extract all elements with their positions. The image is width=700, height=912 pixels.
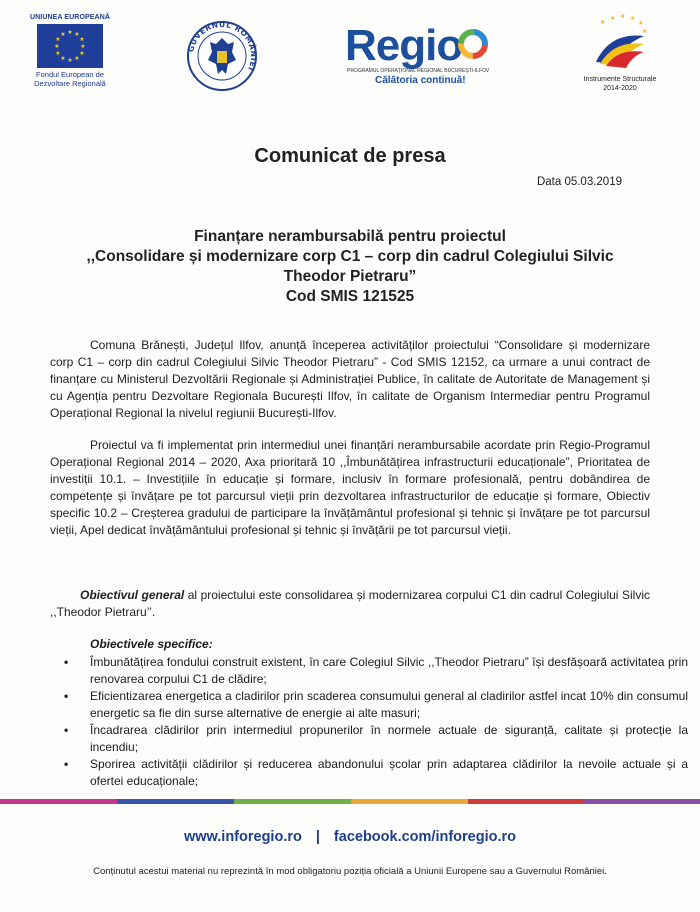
list-item [64,722,688,756]
regio-ring-icon [457,28,489,60]
structural-instruments-logo [570,14,670,93]
structural-instruments-icon [590,14,650,70]
regio-tagline: Călătoria continuă! [375,75,466,86]
svg-text:★: ★ [630,15,636,22]
inforegio-website-link[interactable]: www.inforegio.ro [183,829,302,845]
list-item [64,688,688,722]
page-title: Comunicat de presa [254,145,446,167]
list-item [64,654,688,688]
svg-text:★: ★ [55,36,61,43]
svg-text:★: ★ [638,20,644,27]
decorative-color-band [0,796,700,806]
general-objective-text: al proiectului este consolidarea și modernizarea corpului C1 din cadrul Colegiului Silvic ,,Theodor Pietraru’’. [50,588,650,619]
bullet-icon: • [64,689,69,703]
svg-text:★: ★ [79,36,85,43]
svg-text:★: ★ [74,31,80,38]
svg-text:★: ★ [642,28,648,35]
press-release-date: Data 05.03.2019 [536,176,622,188]
svg-text:★: ★ [55,50,61,57]
structural-instruments-label-2: 2014-2020 [603,85,637,92]
footer-disclaimer: Conținutul acestui material nu reprezintă în mod obligatoriu poziția oficială a Uniunii Europene sau a Guvernului României. [93,866,607,877]
bullet-icon: • [64,723,69,737]
eu-logo-bottom-text-1: Fondul European de [36,70,104,79]
svg-text:★: ★ [620,14,626,20]
structural-instruments-label-1: Instrumente Structurale [583,76,657,83]
svg-text:★: ★ [60,55,66,62]
regio-wordmark [345,22,462,70]
svg-text:★: ★ [67,29,73,36]
project-heading-line-3: Theodor Pietraru” [283,268,417,285]
svg-text:★: ★ [60,31,66,38]
paragraph-general-objective [50,587,650,621]
bullet-icon: • [64,757,69,771]
regio-logo [345,22,495,88]
footer-links [0,829,700,845]
bullet-icon: • [64,655,69,669]
svg-text:★: ★ [67,57,73,64]
list-item-text: Sporirea activității clădirilor și reducerea abandonului școlar prin adaptarea clădirilor la nevoile actuale și a ofertei educaționale; [90,757,688,788]
regio-wordmark-text: Regio [345,21,463,70]
list-item [64,756,688,790]
svg-text:★: ★ [80,43,86,50]
general-objective-lead: Obiectivul general [80,588,185,602]
svg-text:★: ★ [54,43,60,50]
list-item-text: Eficientizarea energetica a cladirilor prin scaderea consumului general al cladirilor astfel incat 10% din consumul energetic sa fie din surse alternative de energie ai alte masuri; [90,689,688,720]
eu-flag-icon [37,24,103,68]
project-heading-line-4: Cod SMIS 121525 [285,288,415,305]
specific-objectives-heading: Obiectivele specifice: [90,637,213,651]
eu-logo [30,14,110,88]
specific-objectives-list [50,654,688,790]
paragraph-funding: Proiectul va fi implementat prin intermediul unei finanțări nerambursabile acordate prin Regio-Programul Operațional Regional 2014 – 2020, Axa prioritară 10 ,,Îmbunătățirea infrastructurii educaționale”, Prioritatea de investiții 10.1. – Investițiile în educație și formare, inclusiv în formare profesională, pentru dobândirea de competențe și învățare pe tot parcursul vieții prin dezvoltarea infrastructurilor de educație și formare, Obiectiv specific 10.2 – Creșterea gradului de participare la învățământul profesional și tehnic și învățare pe tot parcursul vieții, Apel dedicat învățământului profesional și tehnic și învățării pe tot parcursul vieții. [50,438,650,537]
svg-text:★: ★ [610,15,616,22]
project-heading-line-1: Finanțare nerambursabilă pentru proiectul [194,228,506,245]
regio-subtext: PROGRAMUL OPERAȚIONAL REGIONAL BUCUREȘTI-ILFOV [347,68,490,74]
paragraph-announcement: Comuna Brănești, Județul Ilfov, anunță începerea activităților proiectului “Consolidare și modernizare corp C1 – corp din cadrul Colegiului Silvic Theodor Pietraru” - Cod SMIS 12152, ca urmare a unui contract de finanțare cu Ministerul Dezvoltării Regionale și Administrației Publice, în calitate de Autoritate de Management și cu Agenția pentru Dezvoltare Regionala București Ilfov, în calitate de Organism Intermediar pentru Programul Operațional Regional la nivelul regiunii București-Ilfov. [50,338,650,420]
list-item-text: Încadrarea clădirilor prin intermediul propunerilor în normele actuale de siguranță, calitate și protecție la incendiu; [90,723,688,754]
svg-text:★: ★ [74,55,80,62]
inforegio-facebook-link[interactable]: facebook.com/inforegio.ro [333,829,517,845]
list-item-text: Îmbunătățirea fondului construit existent, în care Colegiul Silvic ,,Theodor Pietraru” își desfășoară activitatea prin renovarea corpului C1 de clădire; [90,655,688,686]
footer-separator: | [315,829,320,845]
project-heading-line-2: ,,Consolidare și modernizare corp C1 – corp din cadrul Colegiului Silvic [86,248,614,265]
svg-text:★: ★ [600,19,606,26]
eu-logo-top-text: UNIUNEA EUROPEANĂ [30,14,111,21]
government-seal-ring-text: GUVERNUL ROMÂNIEI [186,20,258,73]
eu-logo-bottom-text-2: Dezvoltare Regională [34,79,106,88]
project-heading [60,227,640,307]
government-seal-logo [186,20,258,92]
svg-text:★: ★ [79,50,85,57]
